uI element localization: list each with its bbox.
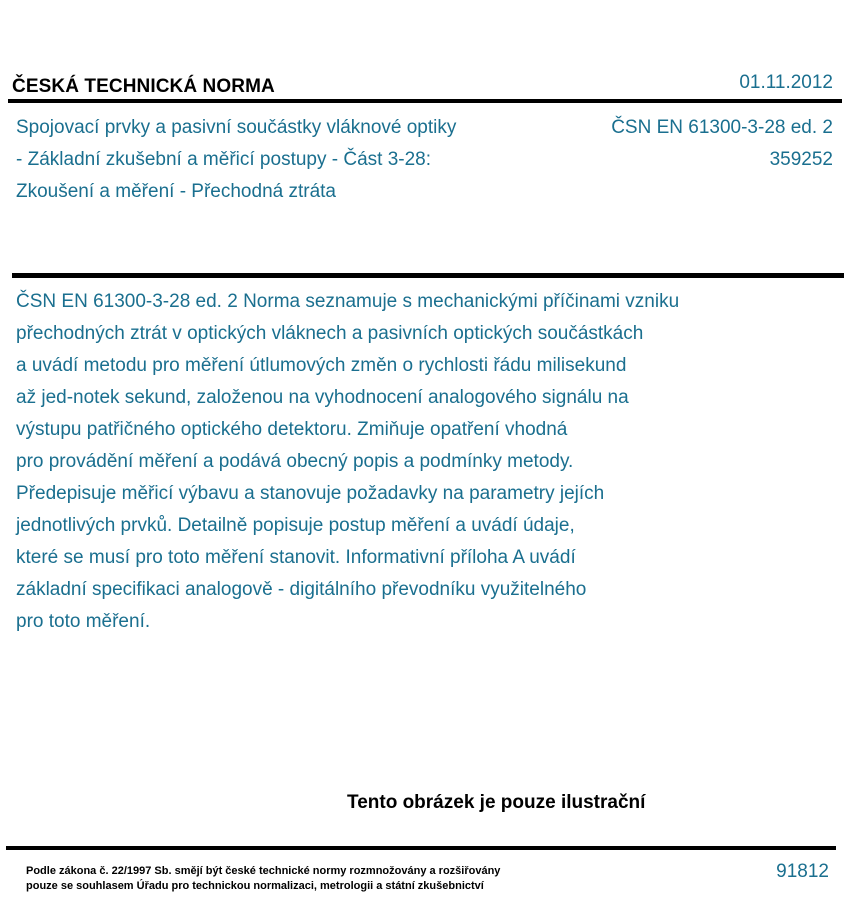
publication-date: 01.11.2012 (739, 72, 833, 93)
section-divider (12, 273, 844, 278)
abstract-text (16, 286, 826, 638)
header-divider (8, 99, 842, 103)
standard-title (16, 112, 556, 208)
legal-notice-line: Podle zákona č. 22/1997 Sb. smějí být české technické normy rozmnožovány a rozšiřovány (26, 865, 501, 877)
abstract-line: pro provádění měření a podává obecný popis a podmínky metody. (16, 451, 574, 472)
abstract-line: přechodných ztrát v optických vláknech a pasivních optických součástkách (16, 323, 644, 344)
standard-title-line: Zkoušení a měření - Přechodná ztráta (16, 181, 336, 202)
abstract-line: ČSN EN 61300-3-28 ed. 2 Norma seznamuje s mechanickými příčinami vzniku (16, 291, 680, 312)
footer-divider (6, 846, 836, 850)
document-header-title: ČESKÁ TECHNICKÁ NORMA (12, 76, 275, 97)
legal-notice (26, 864, 500, 894)
abstract-line: pro toto měření. (16, 611, 151, 632)
abstract-line: až jed-notek sekund, založenou na vyhodnocení analogového signálu na (16, 387, 629, 408)
classification-number: 359252 (769, 149, 833, 170)
illustration-notice: Tento obrázek je pouze ilustrační (347, 792, 646, 813)
standard-title-line: - Základní zkušební a měřicí postupy - Část 3-28: (16, 149, 432, 170)
standard-identifiers (611, 112, 833, 176)
abstract-line: základní specifikaci analogově - digitálního převodníku využitelného (16, 579, 587, 600)
standard-title-line: Spojovací prvky a pasivní součástky vláknové optiky (16, 117, 457, 138)
document-number: 91812 (776, 861, 829, 882)
abstract-line: které se musí pro toto měření stanovit. Informativní příloha A uvádí (16, 547, 576, 568)
abstract-line: Předepisuje měřicí výbavu a stanovuje požadavky na parametry jejích (16, 483, 605, 504)
abstract-line: jednotlivých prvků. Detailně popisuje postup měření a uvádí údaje, (16, 515, 575, 536)
abstract-line: výstupu patřičného optického detektoru. Zmiňuje opatření vhodná (16, 419, 568, 440)
standard-code: ČSN EN 61300-3-28 ed. 2 (611, 117, 833, 138)
legal-notice-line: pouze se souhlasem Úřadu pro technickou normalizaci, metrologii a státní zkušebnictví (26, 880, 484, 892)
abstract-line: a uvádí metodu pro měření útlumových změn o rychlosti řádu milisekund (16, 355, 627, 376)
